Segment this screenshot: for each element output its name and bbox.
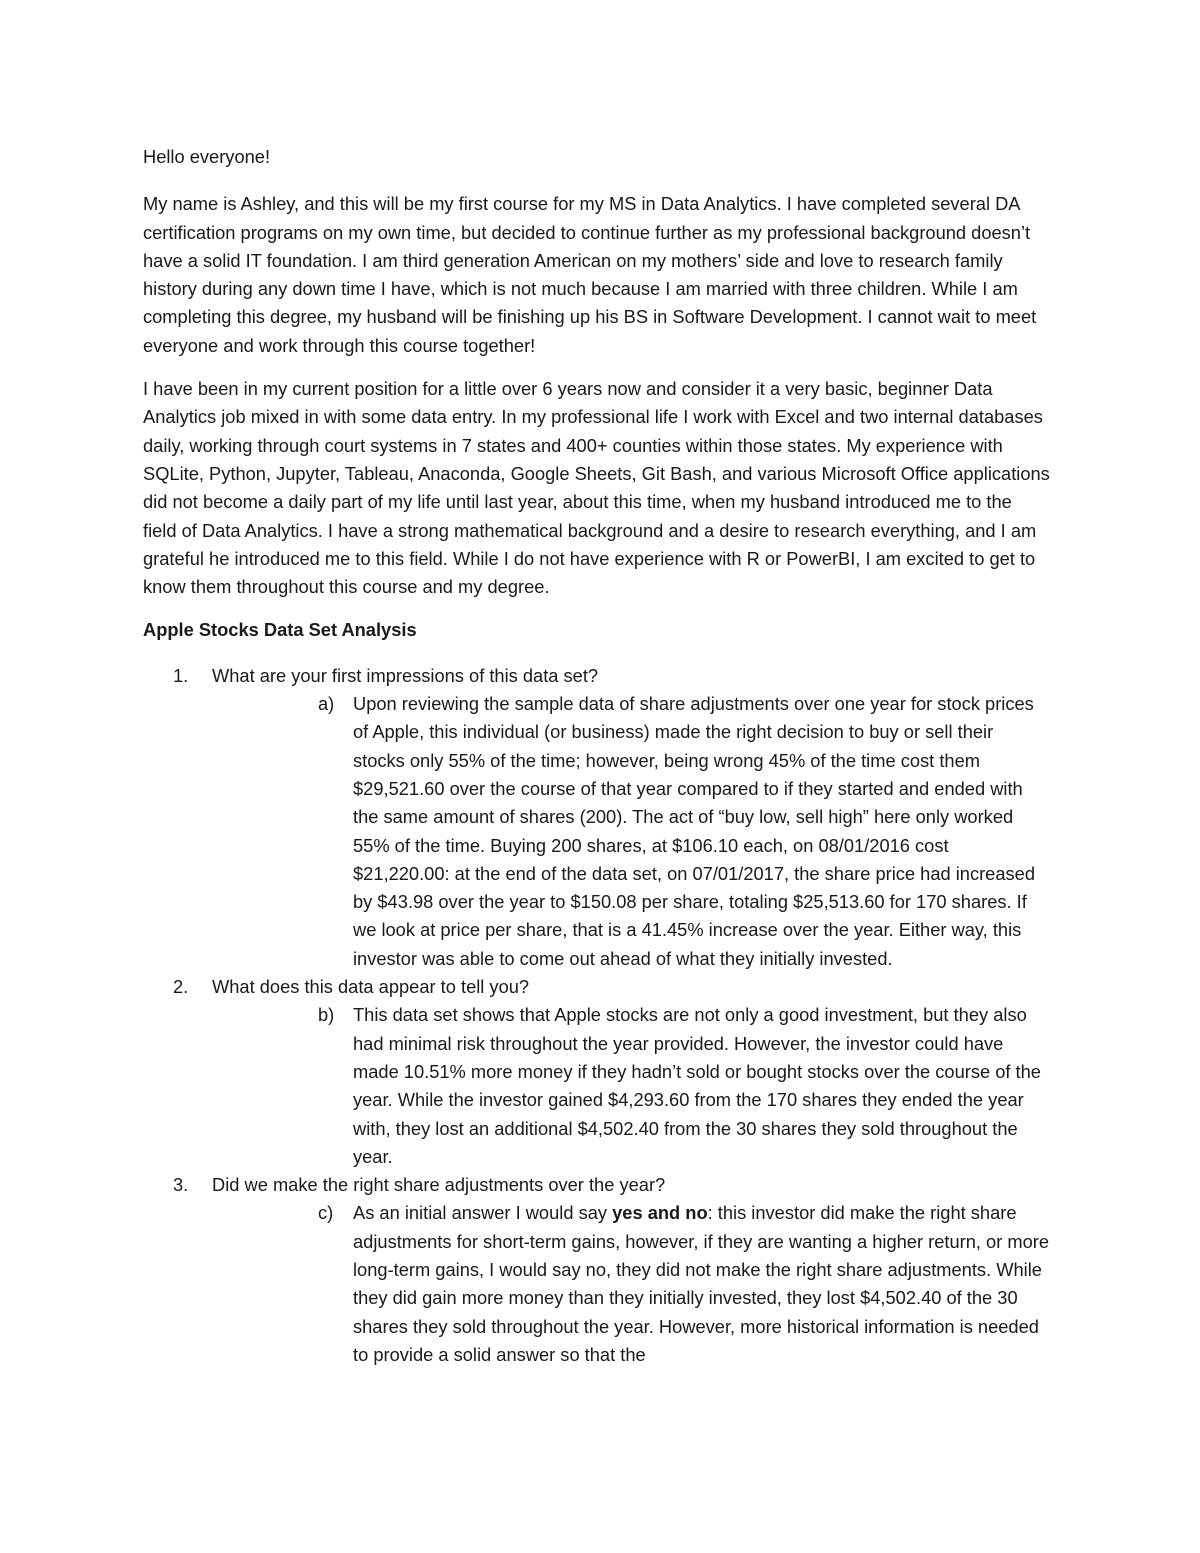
answer-label: c) [318, 1202, 334, 1224]
answer-text: This data set shows that Apple stocks are not only a good investment, but they also had minimal risk throughout the year provided. However, the investor could have made 10.51% more money if they hadn’t sold or bought stocks over the course of the year. While the investor gained $4,293.60 from the 170 shares they ended the year with, they lost an additional $4,502.40 from the 30 shares they sold throughout the year. [353, 1004, 1041, 1167]
answer-label: a) [318, 693, 335, 715]
answer-bold: yes and no [612, 1202, 708, 1224]
greeting: Hello everyone! [143, 146, 271, 167]
answer-text: Upon reviewing the sample data of share adjustments over one year for stock prices of Apple, this individual (or business) made the right decision to buy or sell their stocks only 55% of the time; however, being wrong 45% of the time cost them $29,521.60 over the course of that year compared to if they started and ended with the same amount of shares (200). The act of “buy low, sell high” here only worked 55% of the time. Buying 200 shares, at $106.10 each, on 08/01/2016 cost $21,220.00: at the end of the data set, on 07/01/2017, the share price had increased by $43.98 over the year to $150.08 per share, totaling $25,513.60 for 170 shares. If we look at price per share, that is a 41.45% increase over the year. Either way, this investor was able to come out ahead of what they initially invested. [353, 693, 1035, 969]
question-text: What does this data appear to tell you? [212, 976, 530, 998]
question-number: 2. [173, 976, 189, 998]
question-number: 1. [173, 664, 189, 686]
question-list [143, 662, 1050, 1369]
section-heading: Apple Stocks Data Set Analysis [143, 619, 417, 641]
question-item [143, 1171, 1050, 1369]
intro-paragraph: I have been in my current position for a little over 6 years now and consider it a very basic, beginner Data Analytics job mixed in with some data entry. In my professional life I work with Excel and two internal databases daily, working through court systems in 7 states and 400+ counties within those states. My experience with SQLite, Python, Jupyter, Tableau, Anaconda, Google Sheets, Git Bash, and various Microsoft Office applications did not become a daily part of my life until last year, about this time, when my husband introduced me to the field of Data Analytics. I have a strong mathematical background and a desire to research everything, and I am grateful he introduced me to this field. While I do not have experience with R or PowerBI, I am excited to get to know them throughout this course and my degree. [143, 378, 1050, 598]
answer-label: b) [318, 1004, 335, 1026]
answer-block [318, 1001, 1050, 1171]
question-item [143, 662, 1050, 973]
question-text: What are your first impressions of this data set? [212, 664, 599, 686]
answer-block [318, 690, 1050, 973]
answer-block [318, 1199, 1050, 1369]
intro-paragraph: My name is Ashley, and this will be my first course for my MS in Data Analytics. I have completed several DA certification programs on my own time, but decided to continue further as my professional background doesn’t have a solid IT foundation. I am third generation American on my mothers’ side and love to research family history during any down time I have, which is not much because I am married with three children. While I am completing this degree, my husband will be finishing up his BS in Software Development. I cannot wait to meet everyone and work through this course together! [143, 193, 1037, 356]
answer-text [353, 1199, 1050, 1369]
question-number: 3. [173, 1174, 189, 1196]
question-item [143, 973, 1050, 1171]
answer-prefix: As an initial answer I would say [353, 1202, 608, 1224]
question-text: Did we make the right share adjustments over the year? [212, 1174, 666, 1196]
answer-suffix: : this investor did make the right share adjustments for short-term gains, however, if they are wanting a higher return, or more long-term gains, I would say no, they did not make the right share adjustments. While they did gain more money than they initially invested, they lost $4,502.40 of the 30 shares they sold throughout the year. However, more historical information is needed to provide a solid answer so that the [353, 1202, 1050, 1365]
